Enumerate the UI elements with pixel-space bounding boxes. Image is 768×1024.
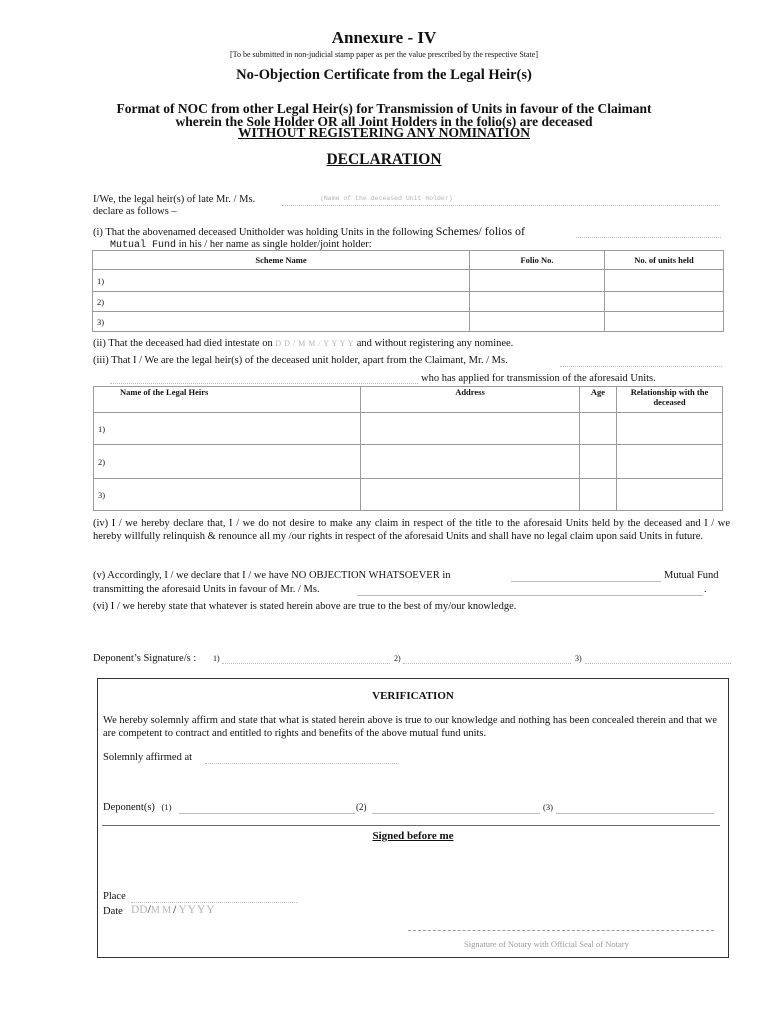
amc-objection-field[interactable] bbox=[511, 569, 661, 582]
clause-ii-end: and without registering any nominee. bbox=[356, 338, 514, 349]
deponents-label-text: Deponent(s) bbox=[103, 802, 155, 813]
folio-cell[interactable] bbox=[470, 292, 605, 312]
place-label: Place bbox=[103, 891, 126, 902]
clause-v-mutual-fund: Mutual Fund bbox=[664, 570, 719, 581]
table-row bbox=[94, 479, 723, 511]
intro-line1: I/We, the legal heir(s) of late Mr. / Ms. bbox=[93, 194, 256, 205]
clause-ii-text bbox=[93, 337, 513, 350]
units-cell[interactable] bbox=[605, 312, 724, 332]
row-number: 3) bbox=[98, 489, 106, 500]
date-dd: DD bbox=[131, 904, 148, 916]
affirmed-place-field[interactable] bbox=[205, 751, 397, 764]
certificate-subtitle: No-Objection Certificate from the Legal Heir(s) bbox=[236, 67, 532, 83]
clause-iv-text: (iv) I / we hereby declare that, I / we do not desire to make any claim in respect of the title to the aforesaid Units held by the deceased and I / we hereby willfully relinquish & renounce all my /our rights in respect of the aforesaid Units and shall have no legal claim upon said Units in future. bbox=[93, 518, 730, 542]
clause-v-text: (v) Accordingly, I / we declare that I / we have NO OBJECTION WHATSOEVER in bbox=[93, 570, 451, 581]
deponent-2-field[interactable] bbox=[372, 801, 540, 814]
clause-v-period: . bbox=[704, 584, 707, 595]
heir-name-cell[interactable] bbox=[94, 445, 361, 479]
signature-number-2: 2) bbox=[394, 654, 401, 663]
legal-heirs-table bbox=[93, 386, 723, 511]
annexure-title: Annexure - IV bbox=[331, 28, 437, 47]
solemnly-affirmed-label: Solemnly affirmed at bbox=[103, 752, 193, 763]
folio-cell[interactable] bbox=[470, 270, 605, 292]
heir-age-cell[interactable] bbox=[580, 445, 617, 479]
deponent-1-field[interactable] bbox=[179, 801, 355, 814]
row-number: 1) bbox=[97, 275, 105, 286]
row-number: 2) bbox=[98, 456, 106, 467]
table-row bbox=[93, 312, 724, 332]
verification-title: VERIFICATION bbox=[372, 690, 454, 702]
deponent-num-2: (2) bbox=[356, 802, 367, 812]
deponent-signature-label: Deponent’s Signature/s : bbox=[93, 653, 197, 664]
scheme-cell[interactable] bbox=[93, 270, 470, 292]
notary-signature-line[interactable] bbox=[408, 924, 714, 931]
clause-ii-main: (ii) That the deceased had died intestate on bbox=[93, 338, 273, 349]
heir-name-header: Name of the Legal Heirs bbox=[94, 387, 361, 413]
heir-address-cell[interactable] bbox=[361, 479, 580, 511]
format-heading-line2: wherein the Sole Holder OR all Joint Holders in the folio(s) are deceased bbox=[175, 114, 593, 129]
deponent-signature-3[interactable] bbox=[585, 652, 731, 664]
heir-relationship-cell[interactable] bbox=[617, 445, 723, 479]
heir-name-cell[interactable] bbox=[94, 413, 361, 445]
deceased-name-field[interactable] bbox=[282, 193, 720, 206]
date-yyyy: YYYY bbox=[178, 904, 216, 916]
address-header: Address bbox=[361, 387, 580, 413]
table-row bbox=[94, 445, 723, 479]
deponent-signature-1[interactable] bbox=[222, 652, 390, 664]
table-row bbox=[93, 270, 724, 292]
notary-signature-caption: Signature of Notary with Official Seal of Notary bbox=[464, 939, 629, 949]
format-heading-line1: Format of NOC from other Legal Heir(s) for Transmission of Units in favour of the Claimant bbox=[116, 101, 652, 116]
age-header: Age bbox=[580, 387, 617, 413]
clause-i-text bbox=[93, 225, 525, 239]
declaration-heading: DECLARATION bbox=[326, 151, 442, 168]
clause-vi-text: (vi) I / we hereby state that whatever is stated herein above are true to the best of my/our knowledge. bbox=[93, 601, 517, 612]
intro-line2: declare as follows – bbox=[93, 206, 177, 217]
heir-age-cell[interactable] bbox=[580, 413, 617, 445]
relationship-header: Relationship with the deceased bbox=[617, 387, 723, 413]
date-mm: M M bbox=[150, 905, 172, 916]
place-field[interactable] bbox=[131, 890, 297, 903]
scheme-name-header: Scheme Name bbox=[93, 251, 470, 270]
claimant-name-field-2[interactable] bbox=[110, 371, 418, 384]
date-field[interactable] bbox=[131, 904, 216, 916]
heir-address-cell[interactable] bbox=[361, 445, 580, 479]
units-held-header: No. of units held bbox=[605, 251, 724, 270]
deceased-name-placeholder: (Name of the deceased Unit Holder) bbox=[320, 195, 453, 202]
clause-v-line2: transmitting the aforesaid Units in favour of Mr. / Ms. bbox=[93, 584, 320, 595]
death-date-field[interactable]: D D / M M / Y Y Y Y bbox=[275, 339, 355, 348]
units-cell[interactable] bbox=[605, 270, 724, 292]
heir-relationship-cell[interactable] bbox=[617, 479, 723, 511]
clause-i-mutual-fund: Mutual Fund bbox=[110, 240, 177, 251]
claimant-name-field[interactable] bbox=[560, 354, 722, 367]
scheme-cell[interactable] bbox=[93, 292, 470, 312]
scheme-table bbox=[92, 250, 724, 332]
table-row bbox=[94, 413, 723, 445]
format-heading-line3: WITHOUT REGISTERING ANY NOMINATION bbox=[238, 125, 530, 140]
units-cell[interactable] bbox=[605, 292, 724, 312]
deponent-3-field[interactable] bbox=[556, 801, 714, 814]
heir-address-cell[interactable] bbox=[361, 413, 580, 445]
row-number: 1) bbox=[98, 423, 106, 434]
clause-i-main: (i) That the abovenamed deceased Unitholder was holding Units in the following bbox=[93, 227, 434, 238]
signature-number-1: 1) bbox=[213, 654, 220, 663]
clause-i-holder-text: in his / her name as single holder/joint holder: bbox=[178, 239, 372, 250]
signature-number-3: 3) bbox=[575, 654, 582, 663]
heirs-table-header bbox=[94, 387, 723, 413]
claimant-favour-field[interactable] bbox=[357, 583, 703, 596]
scheme-table-header bbox=[93, 251, 724, 270]
deponent-num-1: (1) bbox=[161, 802, 172, 812]
clause-iii-text: (iii) That I / We are the legal heir(s) of the deceased unit holder, apart from the Claimant, Mr. / Ms. bbox=[93, 355, 508, 366]
clause-iii-line2: who has applied for transmission of the aforesaid Units. bbox=[421, 373, 656, 384]
heir-name-cell[interactable] bbox=[94, 479, 361, 511]
clause-i-schemes: Schemes/ folios of bbox=[435, 224, 526, 238]
folio-cell[interactable] bbox=[470, 312, 605, 332]
amc-name-field[interactable] bbox=[576, 225, 721, 238]
date-label: Date bbox=[103, 906, 123, 917]
verification-text: We hereby solemnly affirm and state that what is stated herein above is true to our knowledge and nothing has been concealed therein and that we are competent to contract and entitled to rights and benefits of the above mutual fund units. bbox=[103, 715, 717, 739]
table-row bbox=[93, 292, 724, 312]
separator-line bbox=[102, 815, 720, 826]
heir-relationship-cell[interactable] bbox=[617, 413, 723, 445]
stamp-paper-note: [To be submitted in non-judicial stamp paper as per the value prescribed by the respective State] bbox=[229, 50, 538, 59]
row-number: 3) bbox=[97, 316, 105, 327]
scheme-cell[interactable] bbox=[93, 312, 470, 332]
row-number: 2) bbox=[97, 296, 105, 307]
verification-box bbox=[97, 678, 729, 958]
deponent-signature-2[interactable] bbox=[403, 652, 571, 664]
date-slash-2: / bbox=[173, 904, 177, 916]
heir-age-cell[interactable] bbox=[580, 479, 617, 511]
signed-before-me: Signed before me bbox=[372, 830, 454, 842]
deponents-label bbox=[103, 801, 171, 814]
deponent-num-3: (3) bbox=[543, 802, 553, 812]
date-slash-1: / bbox=[147, 904, 151, 916]
folio-no-header: Folio No. bbox=[470, 251, 605, 270]
